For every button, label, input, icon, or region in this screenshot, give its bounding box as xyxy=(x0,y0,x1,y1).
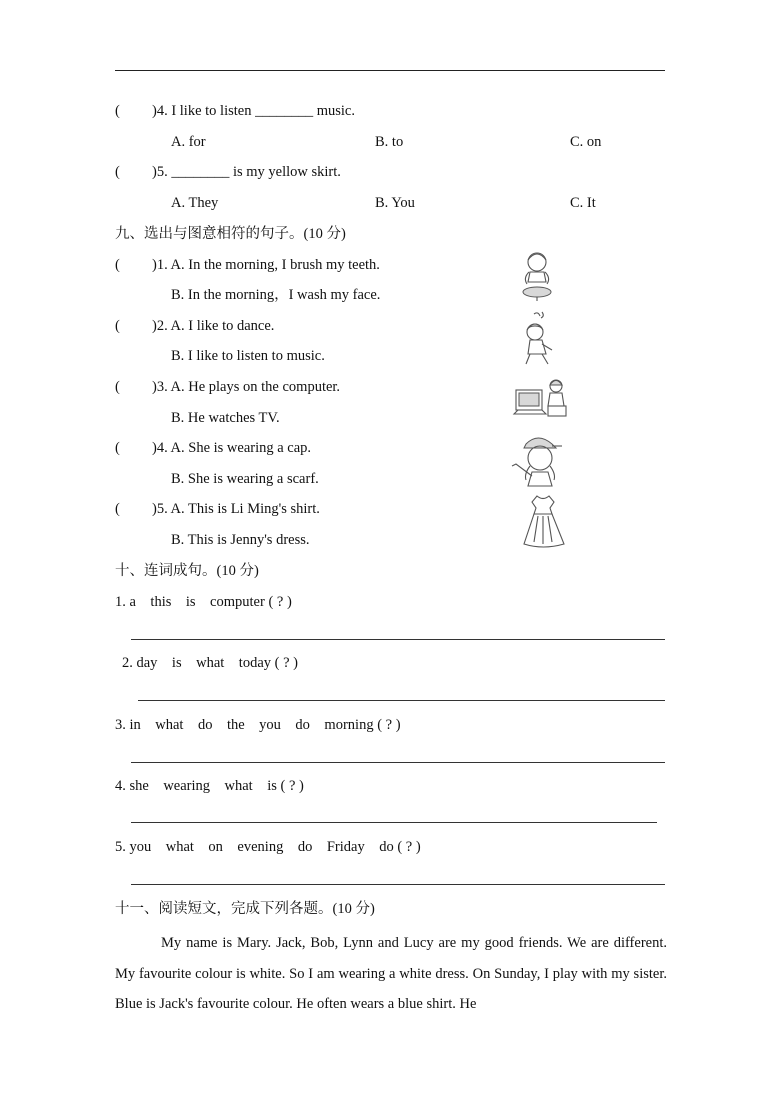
option-c: C. It xyxy=(570,195,596,211)
dress-icon xyxy=(520,494,568,550)
answer-paren-open: ( xyxy=(115,501,120,517)
question-text: )4. I like to listen ________ music. xyxy=(152,103,355,119)
reading-passage: My name is Mary. Jack, Bob, Lynn and Lucy are my good friends. We are different. My favourite colour is white. So I am wearing a white dress. On Sunday, I play with my sister. Blue is Jack's favourite colour. He often wears a blue shirt. He xyxy=(115,935,667,1012)
option-b: B. She is wearing a scarf. xyxy=(171,471,319,487)
answer-paren-open: ( xyxy=(115,103,120,119)
sentence-words-2: 2. day is what today ( ? ) xyxy=(122,655,298,671)
girl-washing-face-icon xyxy=(516,248,558,302)
answer-line-3[interactable] xyxy=(131,762,665,763)
option-a: )1. A. In the morning, I brush my teeth. xyxy=(152,257,380,273)
option-b: B. He watches TV. xyxy=(171,410,280,426)
answer-paren-open: ( xyxy=(115,318,120,334)
option-b: B. You xyxy=(375,195,415,211)
option-b: B. This is Jenny's dress. xyxy=(171,532,310,548)
girl-listening-music-icon xyxy=(520,310,558,366)
answer-line-1[interactable] xyxy=(131,639,665,640)
option-a: )3. A. He plays on the computer. xyxy=(152,379,341,395)
girl-with-cap-icon xyxy=(508,432,566,488)
section-11-title: 十一、阅读短文，完成下列各题。(10 分) xyxy=(115,901,375,917)
answer-line-2[interactable] xyxy=(138,700,665,701)
sentence-words-3: 3. in what do the you do morning ( ? ) xyxy=(115,717,401,733)
answer-paren-open: ( xyxy=(115,379,120,395)
section-9-title: 九、选出与图意相符的句子。(10 分) xyxy=(115,226,346,242)
answer-line-4[interactable] xyxy=(131,822,657,823)
option-a: )5. A. This is Li Ming's shirt. xyxy=(152,501,320,517)
boy-computer-icon xyxy=(512,376,570,420)
sentence-words-1: 1. a this is computer ( ? ) xyxy=(115,594,292,610)
option-a: )4. A. She is wearing a cap. xyxy=(152,440,312,456)
sentence-words-4: 4. she wearing what is ( ? ) xyxy=(115,778,304,794)
option-a: A. for xyxy=(171,134,206,150)
sentence-words-5: 5. you what on evening do Friday do ( ? ) xyxy=(115,839,421,855)
option-c: C. on xyxy=(570,134,602,150)
option-b: B. I like to listen to music. xyxy=(171,348,325,364)
answer-paren-open: ( xyxy=(115,164,120,180)
option-b: B. In the morning，I wash my face. xyxy=(171,287,381,303)
header-rule xyxy=(115,70,665,71)
answer-paren-open: ( xyxy=(115,257,120,273)
question-text: )5. ________ is my yellow skirt. xyxy=(152,164,341,180)
option-a: )2. A. I like to dance. xyxy=(152,318,275,334)
answer-line-5[interactable] xyxy=(131,884,665,885)
option-b: B. to xyxy=(375,134,404,150)
answer-paren-open: ( xyxy=(115,440,120,456)
section-10-title: 十、连词成句。(10 分) xyxy=(115,563,259,579)
option-a: A. They xyxy=(171,195,219,211)
